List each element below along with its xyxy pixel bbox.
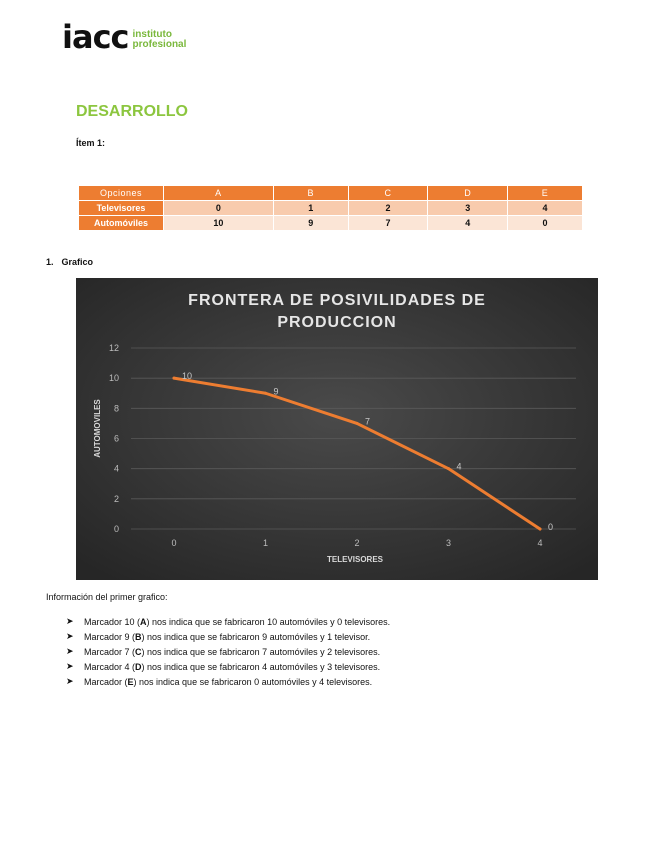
x-tick-label: 4: [537, 538, 543, 548]
arrow-bullet-icon: ➤: [66, 646, 74, 656]
logo: [62, 18, 187, 56]
table-cell: 9: [273, 216, 348, 231]
logo-subtitle: [133, 30, 187, 52]
bullet-text: ) nos indica que se fabricaron 0 automóviles y 4 televisores.: [133, 676, 373, 687]
logo-line-1: instituto: [132, 29, 172, 40]
row-label: Automóviles: [79, 216, 164, 231]
bullet-letter: D: [135, 661, 142, 672]
y-tick-label: 0: [113, 524, 119, 534]
data-point: [173, 377, 176, 380]
list-item: [66, 674, 390, 689]
section-title: Grafico: [61, 257, 94, 267]
x-axis-label: TELEVISORES: [326, 555, 384, 564]
bullet-letter: A: [140, 616, 147, 627]
chart-title: FRONTERA DE POSIVILIDADES DE PRODUCCION: [188, 292, 486, 331]
table-header-cell: A: [164, 186, 274, 201]
bullet-text: ) nos indica que se fabricaron 4 automóviles y 3 televisores.: [141, 661, 381, 672]
table-cell: 10: [164, 216, 274, 231]
bullet-text: Marcador (: [84, 676, 128, 687]
logo-mark: iacc: [62, 18, 129, 56]
options-table: [78, 185, 583, 231]
row-label: Televisores: [79, 201, 164, 216]
arrow-bullet-icon: ➤: [66, 616, 74, 626]
data-point: [539, 528, 542, 531]
table-cell: 7: [348, 216, 428, 231]
y-tick-label: 10: [108, 373, 119, 384]
bullet-letter: B: [135, 631, 142, 642]
table-cell: 0: [164, 201, 274, 216]
table-cell: 4: [428, 216, 508, 231]
table-cell: 4: [508, 201, 583, 216]
table-row: [79, 216, 583, 231]
item-label: Ítem 1:: [76, 138, 106, 148]
arrow-bullet-icon: ➤: [66, 631, 74, 641]
data-label: 10: [182, 371, 193, 382]
y-tick-label: 2: [113, 493, 119, 504]
table-cell: 0: [508, 216, 583, 231]
data-label: 9: [273, 386, 279, 397]
table-row: [79, 201, 583, 216]
table-header-cell: E: [508, 186, 583, 201]
table-cell: 1: [273, 201, 348, 216]
table-header-cell: B: [273, 186, 348, 201]
list-item: [66, 644, 390, 659]
ppf-chart: [76, 278, 598, 580]
page-heading: DESARROLLO: [76, 103, 188, 120]
bullet-list: [66, 614, 390, 689]
x-tick-label: 2: [354, 538, 360, 548]
list-item: [66, 659, 390, 674]
y-tick-label: 8: [113, 403, 119, 414]
y-tick-label: 6: [113, 433, 119, 444]
data-point: [447, 467, 450, 470]
bullet-letter: E: [127, 676, 134, 687]
arrow-bullet-icon: ➤: [66, 676, 74, 686]
table-header-label: Opciones: [79, 186, 164, 201]
bullet-text: ) nos indica que se fabricaron 9 automóviles y 1 televisor.: [141, 631, 371, 642]
bullet-text: ) nos indica que se fabricaron 7 automóviles y 2 televisores.: [141, 646, 381, 657]
table-header-cell: C: [348, 186, 428, 201]
data-label: 4: [456, 461, 462, 472]
logo-line-2: profesional: [132, 39, 187, 50]
y-tick-label: 4: [113, 463, 119, 474]
data-label: 0: [548, 522, 554, 532]
bullet-text: ) nos indica que se fabricaron 10 automóviles y 0 televisores.: [146, 616, 391, 627]
list-item: [66, 629, 390, 644]
data-label: 7: [365, 416, 371, 427]
bullet-letter: C: [135, 646, 142, 657]
x-tick-label: 3: [445, 538, 452, 548]
bullet-text: Marcador 4 (: [84, 661, 136, 672]
y-axis-label: AUTOMOVILES: [93, 399, 102, 458]
data-point: [264, 392, 267, 395]
list-item: [66, 614, 390, 629]
section-heading: [46, 257, 93, 267]
arrow-bullet-icon: ➤: [66, 661, 74, 671]
table-cell: 2: [348, 201, 428, 216]
y-tick-label: 12: [108, 343, 119, 353]
table-cell: 3: [428, 201, 508, 216]
x-tick-label: 1: [262, 538, 269, 548]
bullet-text: Marcador 10 (: [84, 616, 141, 627]
table-header-row: [79, 186, 583, 201]
section-number: 1.: [46, 257, 54, 267]
table-header-cell: D: [428, 186, 508, 201]
info-title: Información del primer grafico:: [46, 592, 168, 602]
bullet-text: Marcador 9 (: [84, 631, 136, 642]
x-tick-label: 0: [171, 538, 177, 548]
bullet-text: Marcador 7 (: [84, 646, 136, 657]
data-point: [356, 422, 359, 425]
